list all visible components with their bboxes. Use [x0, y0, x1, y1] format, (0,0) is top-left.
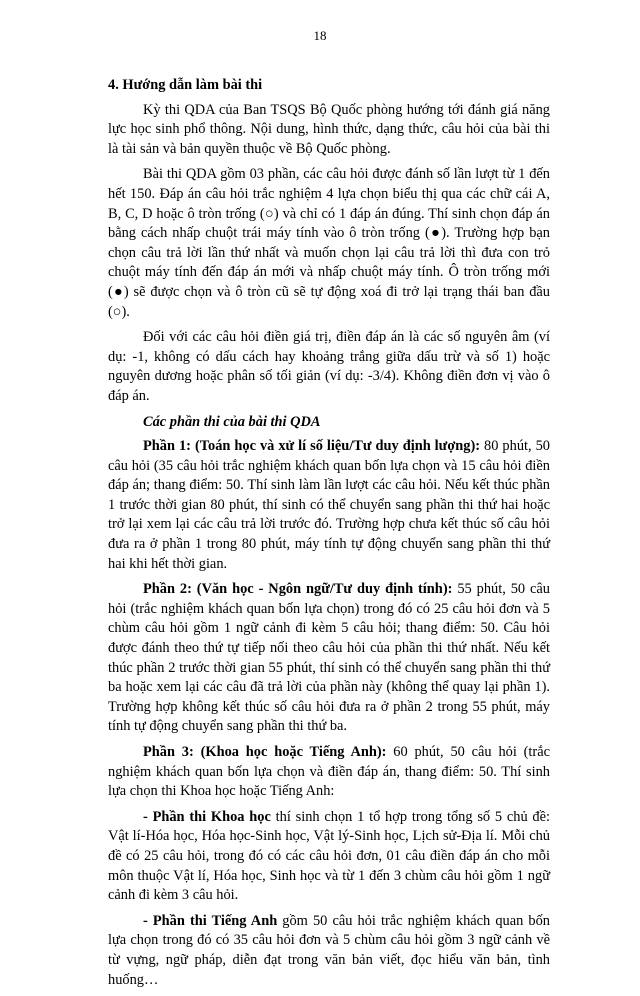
subsection-title: Các phần thi của bài thi QDA: [143, 413, 321, 430]
part-1-label: Phần 1: (Toán học và xử lí số liệu/Tư duy định lượng):: [143, 438, 481, 455]
paragraph-intro: Kỳ thi QDA của Ban TSQS Bộ Quốc phòng hướng tới đánh giá năng lực học sinh phổ thông. Nội dung, hình thức, dạng thức, câu hỏi của bài thi là tài sản và bản quyền thuộc về Bộ Quốc phòng.: [108, 101, 550, 157]
part-3-paragraph: [108, 743, 550, 802]
page-content: [108, 76, 550, 996]
part-3-text: 60 phút, 50 câu hỏi (trắc nghiệm khách quan bốn lựa chọn và điền đáp án, thang điểm: 50. Thí sinh lựa chọn thi Khoa học hoặc Tiếng Anh:: [108, 744, 550, 800]
english-subpart-label: - Phần thi Tiếng Anh: [143, 912, 278, 929]
part-2-text: 55 phút, 50 câu hỏi (trắc nghiệm khách quan bốn lựa chọn) trong đó có 25 câu hỏi đơn và 5 chùm câu hỏi gồm 1 ngữ cảnh đi kèm 5 câu hỏi; thang điểm: 50. Câu hỏi được đánh theo thứ tự tiếp nối theo câu hỏi của phần thi thứ nhất. Nếu kết thúc phần 2 trước thời gian 55 phút, thí sinh có thể chuyển sang phần thi thứ ba hoặc xem lại các câu đã trả lời của phần này (không thể quay lại phần 1). Trường hợp không kết thúc số câu hỏi đưa ra ở phần 2 trong 55 phút, máy tính tự động chuyển sang phần thi thứ ba.: [108, 581, 550, 735]
paragraph-structure: Bài thi QDA gồm 03 phần, các câu hỏi được đánh số lần lượt từ 1 đến hết 150. Đáp án câu hỏi trắc nghiệm 4 lựa chọn biểu thị qua các chữ cái A, B, C, D hoặc ô tròn trống (○) và chỉ có 1 đáp án đúng. Thí sinh chọn đáp án bằng cách nhấp chuột trái máy tính vào ô tròn trống (●). Trường hợp bạn chọn câu trả lời lần thứ nhất và muốn chọn lại câu trả lời thì đưa con trỏ chuột máy tính đến đáp án mới và nhấp chuột máy tính. Ô tròn trống mới (●) sẽ được chọn và ô tròn cũ sẽ tự động xoá đi trở lại trạng thái ban đầu (○).: [108, 166, 550, 320]
science-subpart-text: thí sinh chọn 1 tổ hợp trong tổng số 5 chủ đề: Vật lí-Hóa học, Hóa học-Sinh học, Vật lý-Sinh học, Lịch sử-Địa lí. Mỗi chủ đề có 25 câu hỏi, trong đó có các câu hỏi đơn, 01 câu điền đáp án cho mỗi môn thuộc Vật lí, Hóa học, Sinh học và từ 1 đến 3 chùm câu hỏi gồm 1 ngữ cảnh đi kèm 3 câu hỏi.: [108, 808, 550, 904]
english-subpart-text: gồm 50 câu hỏi trắc nghiệm khách quan bốn lựa chọn trong đó có 35 câu hỏi đơn và 5 chùm câu hỏi gồm 3 ngữ cảnh về từ vựng, ngữ pháp, diễn đạt trong văn bản viết, đọc hiểu văn bản, tình huống…: [108, 912, 550, 988]
part-2-label: Phần 2: (Văn học - Ngôn ngữ/Tư duy định tính):: [143, 581, 453, 598]
page-number: 18: [313, 28, 327, 43]
english-subpart-paragraph: [108, 912, 550, 990]
science-subpart-label: - Phần thi Khoa học: [143, 808, 271, 825]
section-heading: 4. Hướng dẫn làm bài thi: [108, 77, 263, 93]
science-subpart-paragraph: [108, 808, 550, 906]
part-1-paragraph: [108, 437, 550, 574]
paragraph-fill-in: Đối với các câu hỏi điền giá trị, điền đáp án là các số nguyên âm (ví dụ: -1, không có dấu cách hay khoảng trắng giữa dấu trừ và số 1) hoặc nguyên dương hoặc phân số tối giản (ví dụ: -3/4). Không điền đơn vị vào ô đáp án.: [108, 329, 550, 404]
part-2-paragraph: [108, 580, 550, 737]
part-3-label: Phần 3: (Khoa học hoặc Tiếng Anh):: [143, 744, 387, 760]
part-1-text: 80 phút, 50 câu hỏi (35 câu hỏi trắc nghiệm khách quan bốn lựa chọn và 15 câu hỏi điền đáp án; thang điểm: 50. Thí sinh làm lần lượt các câu hỏi. Nếu kết thúc phần 1 trước thời gian 80 phút, thí sinh có thể chuyển sang phần thi thứ hai hoặc trở lại xem lại các câu trả lời trước đó. Trường hợp chưa kết thúc số câu hỏi đưa ra ở phần 1 trong 80 phút, máy tính tự động chuyển sang phần thi thứ hai khi hết thời gian.: [108, 438, 550, 572]
